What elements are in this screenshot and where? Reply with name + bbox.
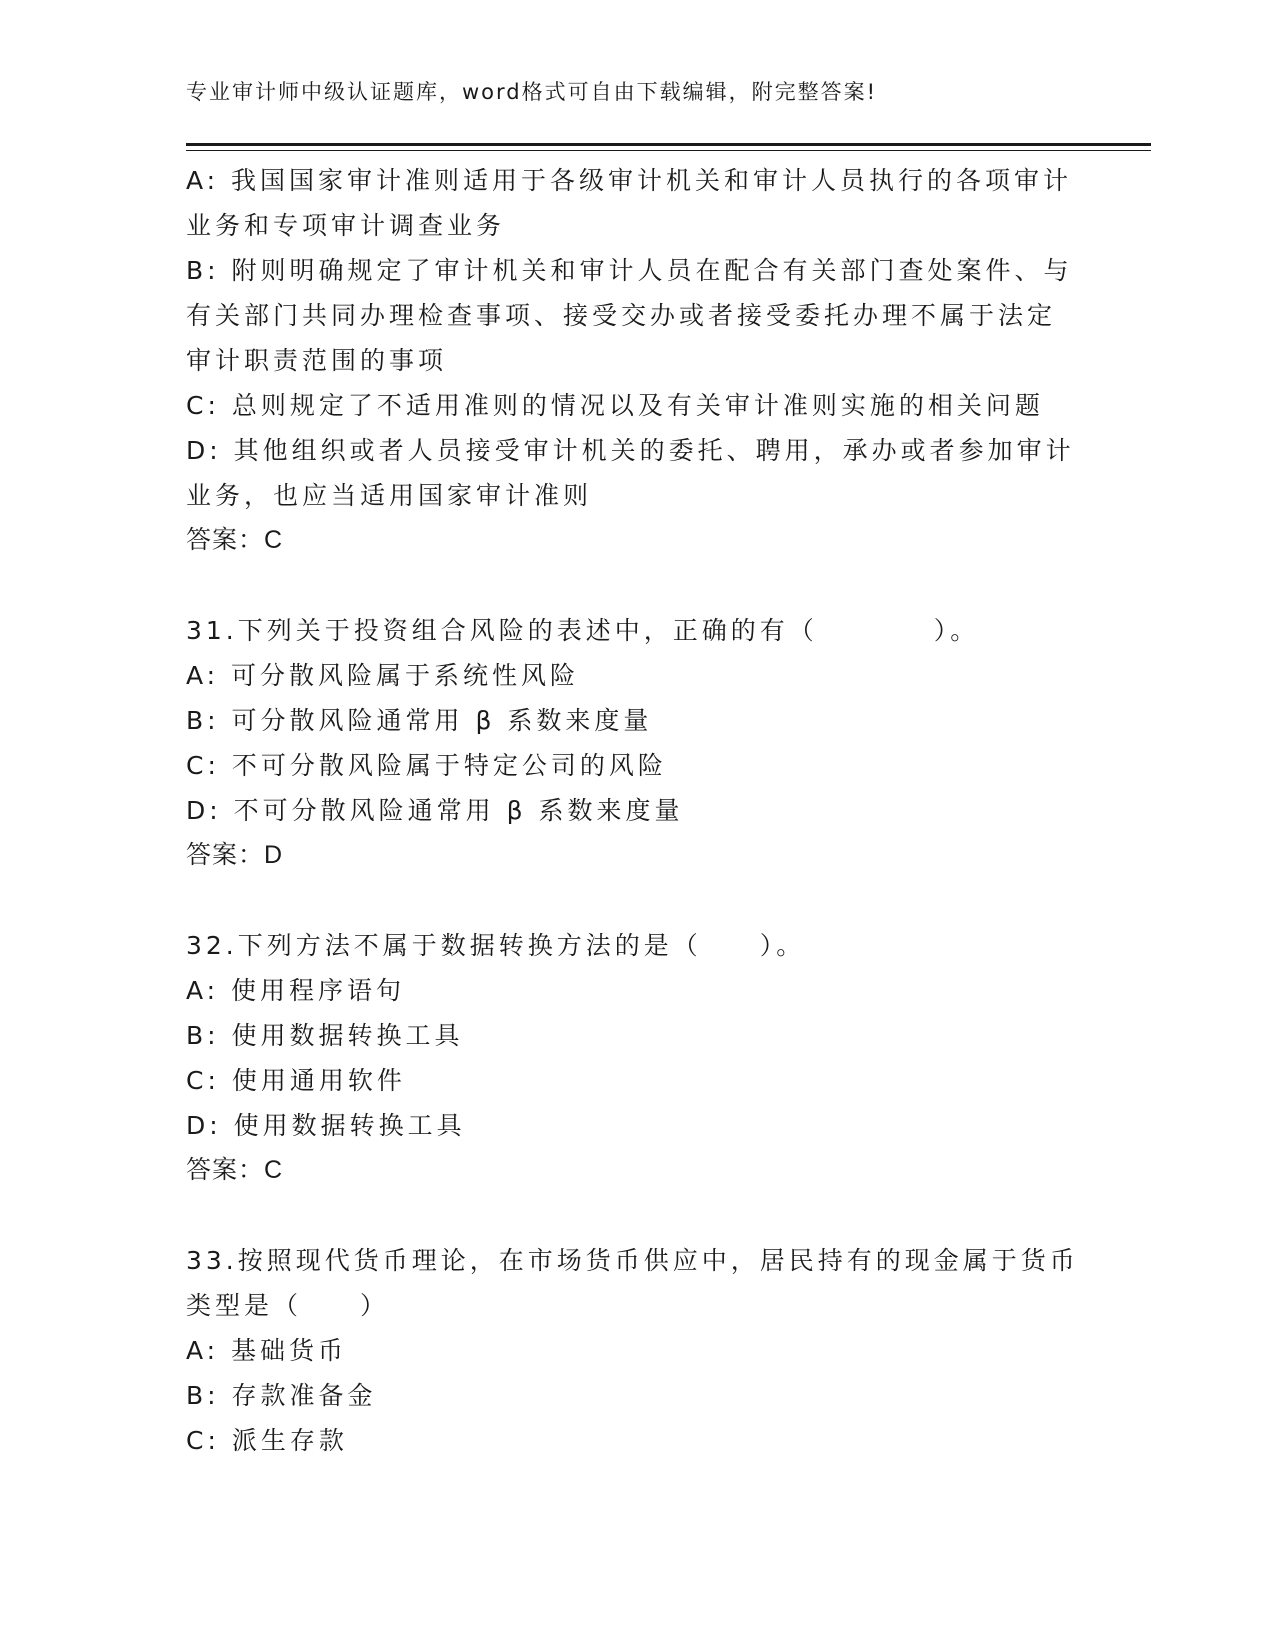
option-line: 有关部门共同办理检查事项、接受交办或者接受委托办理不属于法定 <box>186 301 1057 330</box>
q32-option-b: B: 使用数据转换工具 <box>186 1021 464 1050</box>
stem-line: 33.按照现代货币理论，在市场货币供应中，居民持有的现金属于货币 <box>186 1246 1079 1275</box>
q32-answer: 答案：C <box>186 1156 284 1184</box>
question-33 <box>186 1238 1086 1463</box>
question-gap <box>186 878 1086 923</box>
q33-option-b: B: 存款准备金 <box>186 1381 377 1410</box>
q30-option-c: C: 总则规定了不适用准则的情况以及有关审计准则实施的相关问题 <box>186 391 1044 420</box>
option-line: B: 附则明确规定了审计机关和审计人员在配合有关部门查处案件、与 <box>186 256 1073 285</box>
q30-option-a <box>186 158 1086 248</box>
question-31 <box>186 608 1086 878</box>
q33-option-a: A: 基础货币 <box>186 1336 348 1365</box>
q33-option-c: C: 派生存款 <box>186 1426 348 1455</box>
question-content <box>186 158 1086 1463</box>
option-line: D: 其他组织或者人员接受审计机关的委托、聘用，承办或者参加审计 <box>186 436 1075 465</box>
question-32 <box>186 923 1086 1193</box>
option-line: 业务和专项审计调查业务 <box>186 211 506 240</box>
q31-option-a: A: 可分散风险属于系统性风险 <box>186 661 580 690</box>
stem-line: 类型是（ ） <box>186 1291 390 1320</box>
q30-answer: 答案：C <box>186 526 284 554</box>
q30-option-d <box>186 428 1086 518</box>
header-rule-thick <box>186 143 1151 146</box>
q31-stem: 31.下列关于投资组合风险的表述中，正确的有（ ）。 <box>186 616 980 645</box>
question-gap <box>186 1193 1086 1238</box>
option-line: A: 我国国家审计准则适用于各级审计机关和审计人员执行的各项审计 <box>186 166 1073 195</box>
question-gap <box>186 563 1086 608</box>
option-line: 业务，也应当适用国家审计准则 <box>186 481 593 510</box>
page-header: 专业审计师中级认证题库，word格式可自由下载编辑，附完整答案! <box>186 80 878 104</box>
q30-option-b <box>186 248 1086 383</box>
header-rule-thin <box>186 150 1151 151</box>
q32-option-d: D: 使用数据转换工具 <box>186 1111 466 1140</box>
q31-answer: 答案：D <box>186 841 284 869</box>
q31-option-d: D: 不可分散风险通常用 β 系数来度量 <box>186 796 684 825</box>
q31-option-b: B: 可分散风险通常用 β 系数来度量 <box>186 706 653 735</box>
q32-stem: 32.下列方法不属于数据转换方法的是（ ）。 <box>186 931 806 960</box>
question-30 <box>186 158 1086 563</box>
option-line: 审计职责范围的事项 <box>186 346 448 375</box>
q32-option-a: A: 使用程序语句 <box>186 976 406 1005</box>
q33-stem <box>186 1238 1086 1328</box>
q31-option-c: C: 不可分散风险属于特定公司的风险 <box>186 751 667 780</box>
q32-option-c: C: 使用通用软件 <box>186 1066 406 1095</box>
